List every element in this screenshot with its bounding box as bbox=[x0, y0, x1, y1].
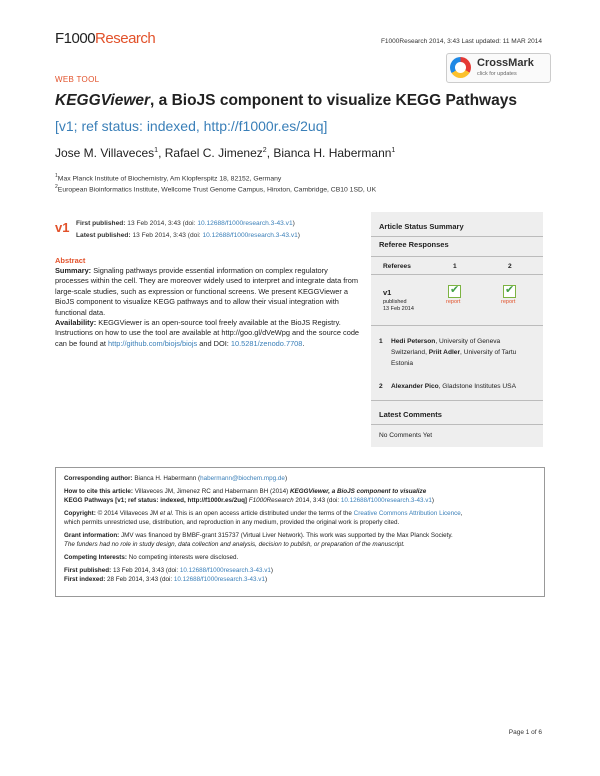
label: Latest published: bbox=[76, 232, 131, 239]
summary-label: Summary: bbox=[55, 266, 92, 275]
text: The funders had no role in study design, data collection and analysis, decision to publish, or preparation of the manuscript. bbox=[64, 541, 405, 548]
aff-sup: 1 bbox=[55, 173, 58, 179]
status-title: Article Status Summary bbox=[379, 222, 464, 231]
ref-aff: Switzerland, bbox=[391, 349, 427, 356]
crossmark-subtitle: click for updates bbox=[477, 71, 517, 77]
text: No competing interests were disclosed. bbox=[128, 554, 239, 561]
summary-text: Signaling pathways provide essential information on complex regulatory processes within the cell. They are moreover widely used to interpret and integrate data from large-scale studies, such as expression or functional screens. We present KEGGViewer a BioJS component to visualize KEGG pathways and to allow their visual integration with functional data. bbox=[55, 266, 359, 317]
divider bbox=[371, 400, 543, 401]
article-title bbox=[55, 92, 517, 110]
aff-text: European Bioinformatics Institute, Wellcome Trust Genome Campus, Hinxton, Cambridge, CB10 1SD, UK bbox=[57, 186, 377, 194]
corresponding-author bbox=[64, 475, 287, 482]
f1000research-logo[interactable] bbox=[55, 30, 155, 47]
zenodo-link[interactable]: 10.5281/zenodo.7708 bbox=[230, 338, 303, 348]
logo-f1000: F1000 bbox=[55, 30, 96, 47]
label: First published: bbox=[64, 567, 112, 574]
version-badge: v1 bbox=[55, 220, 70, 235]
report-link[interactable]: report bbox=[501, 299, 516, 305]
text: . This is an open access article distributed under the terms of the bbox=[171, 510, 352, 517]
doi-link[interactable]: 10.12688/f1000research.3-43.v1 bbox=[197, 220, 293, 227]
grant-information bbox=[64, 532, 453, 539]
end: . bbox=[302, 338, 305, 348]
box-first-indexed bbox=[64, 576, 267, 583]
approved-check-icon bbox=[503, 285, 516, 298]
crossmark-title: CrossMark bbox=[477, 57, 534, 69]
competing-interests bbox=[64, 554, 238, 561]
col-2: 2 bbox=[508, 263, 512, 270]
journal: F1000Research bbox=[248, 497, 294, 504]
text: 28 Feb 2014, 3:43 (doi: bbox=[107, 576, 173, 583]
divider bbox=[371, 424, 543, 425]
crossmark-icon bbox=[450, 57, 471, 78]
first-published bbox=[76, 220, 295, 227]
text: Villaveces JM, Jimenez RC and Habermann BH (2014) bbox=[134, 488, 289, 495]
copyright-line2: which permits unrestricted use, distribution, and reproduction in any medium, provided the original work is properly cited. bbox=[64, 519, 400, 526]
text: 13 Feb 2014, 3:43 (doi: bbox=[112, 567, 179, 574]
latest-comments-title: Latest Comments bbox=[379, 410, 442, 419]
ref1-line2 bbox=[391, 349, 516, 356]
ref1-num: 1 bbox=[379, 338, 383, 345]
author-sup: 1 bbox=[154, 147, 159, 154]
referees-label: Referees bbox=[383, 263, 411, 270]
doi-link[interactable]: 10.12688/f1000research.3-43.v1 bbox=[202, 232, 298, 239]
label: Competing Interests: bbox=[64, 554, 127, 561]
cite-title: KEGGViewer, a BioJS component to visualize bbox=[289, 488, 427, 495]
box-first-published bbox=[64, 567, 273, 574]
availability-label: Availability: bbox=[55, 318, 97, 328]
ref-aff: , University of Tartu bbox=[460, 349, 517, 356]
label: How to cite this article: bbox=[64, 488, 133, 495]
no-comments: No Comments Yet bbox=[379, 432, 433, 439]
doi-link[interactable]: 10.12688/f1000research.3-43.v1 bbox=[340, 497, 432, 504]
header-meta: F1000Research 2014, 3:43 Last updated: 11 MAR 2014 bbox=[380, 38, 542, 45]
ref2-line bbox=[391, 383, 516, 390]
close: ) bbox=[292, 220, 295, 227]
label: Grant information: bbox=[64, 532, 120, 539]
grant-line2 bbox=[64, 541, 405, 548]
published-label: published bbox=[383, 299, 407, 305]
cite-bold: KEGG Pathways [v1; ref status: indexed, http://f1000r.es/2uq] bbox=[64, 497, 248, 504]
ref-aff: , Gladstone Institutes USA bbox=[438, 383, 516, 390]
aff-text: Max Planck Institute of Biochemistry, Am Klopferspitz 18, 82152, Germany bbox=[57, 175, 282, 183]
label: Copyright: bbox=[64, 510, 96, 517]
ref-aff: , University of Geneva bbox=[435, 338, 501, 345]
end: ) bbox=[431, 497, 434, 504]
divider bbox=[371, 274, 543, 275]
label: First published: bbox=[76, 220, 126, 227]
divider bbox=[371, 256, 543, 257]
text: JMV was financed by BMBF-grant 315737 (Virtual Liver Network). This work was supported by the Max Planck Society. bbox=[121, 532, 453, 539]
ref-name: Hedi Peterson bbox=[391, 338, 436, 345]
copyright: Copyright: © 2014 Villaveces JM et al. This is an open access article distributed under the terms of the Creative Commons Attribution Licence, bbox=[64, 510, 463, 517]
ref2-num: 2 bbox=[379, 383, 383, 390]
close: ) bbox=[297, 232, 300, 239]
article-status-sidebar bbox=[371, 212, 543, 447]
approved-check-icon bbox=[448, 285, 461, 298]
abstract-body bbox=[55, 266, 360, 349]
label: Corresponding author: bbox=[64, 475, 133, 482]
how-to-cite bbox=[64, 488, 426, 495]
text: © 2014 Villaveces JM bbox=[97, 510, 159, 517]
abstract-heading: Abstract bbox=[55, 256, 86, 265]
text: Bianca H. Habermann ( bbox=[134, 475, 201, 482]
date: 13 Feb 2014, 3:43 (doi: bbox=[132, 232, 201, 239]
referee-title: Referee Responses bbox=[379, 240, 449, 249]
article-status-link[interactable]: [v1; ref status: indexed, http://f1000r.es/2uq] bbox=[55, 118, 328, 134]
author-list: Jose M. Villaveces$^1$, Rafael C. Jimenez$^2$, Bianca H. Habermann$^1$ bbox=[55, 146, 396, 160]
ref-name: Alexander Pico bbox=[391, 383, 439, 390]
close: ) bbox=[264, 576, 268, 583]
crossmark-button[interactable] bbox=[446, 53, 551, 83]
page-number: Page 1 of 6 bbox=[508, 729, 542, 736]
article-type: WEB TOOL bbox=[55, 75, 100, 84]
article-info-box bbox=[55, 467, 545, 597]
affiliation bbox=[55, 173, 281, 182]
report-link[interactable]: report bbox=[446, 299, 461, 305]
title-italic: KEGGViewer bbox=[55, 92, 151, 109]
etal: et al bbox=[159, 510, 172, 517]
ref-name: Priit Adler bbox=[428, 349, 461, 356]
vol: 2014, 3:43 (doi: bbox=[295, 497, 340, 504]
author-sup: 2 bbox=[262, 147, 267, 154]
author-name: Bianca H. Habermann bbox=[273, 146, 392, 160]
title-rest: , a BioJS component to visualize KEGG Pathways bbox=[150, 92, 517, 109]
email-link[interactable]: habermann@biochem.mpg.de bbox=[200, 475, 285, 482]
v1-label: v1 bbox=[383, 288, 392, 297]
how-to-cite-line2 bbox=[64, 497, 434, 504]
label: First indexed: bbox=[64, 576, 106, 583]
licence-link[interactable]: Creative Commons Attribution Licence bbox=[353, 510, 461, 517]
author-name: Rafael C. Jimenez bbox=[164, 146, 263, 160]
doi-link[interactable]: 10.12688/f1000research.3-43.v1 bbox=[179, 567, 271, 574]
affiliation bbox=[55, 184, 376, 193]
and-doi: and DOI: bbox=[199, 338, 229, 348]
latest-published bbox=[76, 232, 300, 239]
aff-sup: 2 bbox=[55, 184, 58, 190]
col-1: 1 bbox=[453, 263, 457, 270]
author-sup: 1 bbox=[391, 147, 396, 154]
divider bbox=[371, 236, 543, 237]
logo-research: Research bbox=[95, 30, 156, 47]
date: 13 Feb 2014, 3:43 (doi: bbox=[127, 220, 196, 227]
divider bbox=[371, 325, 543, 326]
github-link[interactable]: http://github.com/biojs/biojs bbox=[108, 338, 198, 348]
author-name: Jose M. Villaveces bbox=[55, 146, 155, 160]
end: ) bbox=[284, 475, 288, 482]
availability-text: KEGGViewer is an open-source tool freely available at the BioJS Registry. Instructions on how to use the tool are available at http://goo.gl/dVeWpg and the source code can be found at bbox=[55, 318, 360, 348]
close: ) bbox=[270, 567, 273, 574]
ref1-line3: Estonia bbox=[391, 360, 413, 367]
ref1-line bbox=[391, 338, 500, 345]
doi-link[interactable]: 10.12688/f1000research.3-43.v1 bbox=[173, 576, 265, 583]
published-date: 13 Feb 2014 bbox=[383, 306, 414, 312]
